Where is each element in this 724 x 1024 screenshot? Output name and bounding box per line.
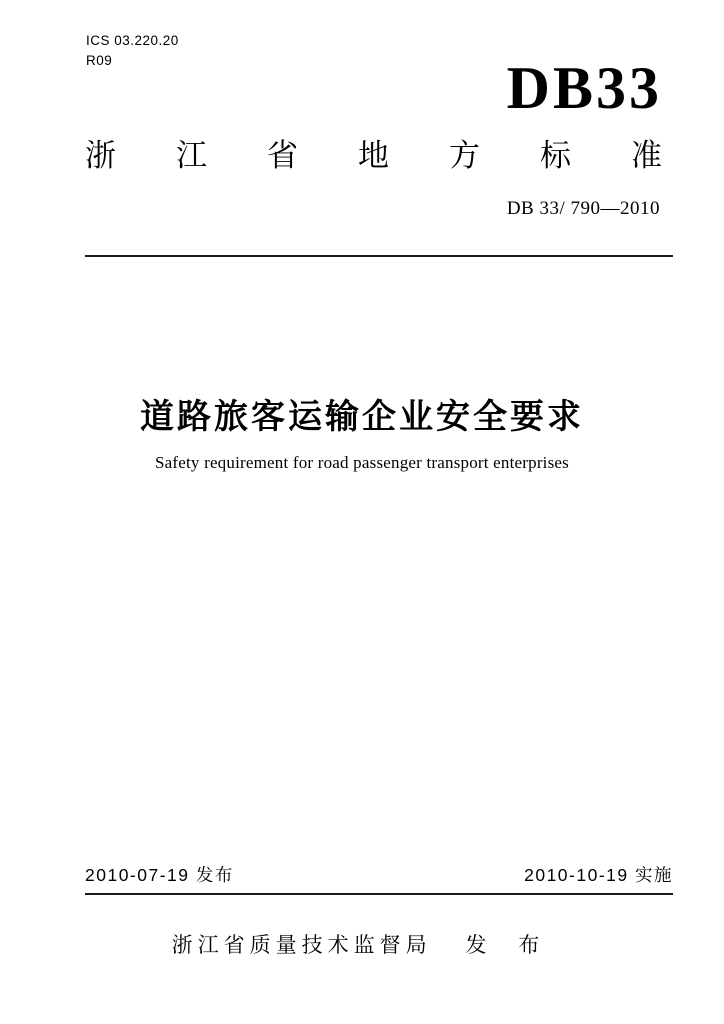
ics-code: ICS 03.220.20 <box>86 33 179 48</box>
date-row <box>85 862 673 895</box>
classification-code: R09 <box>86 53 113 68</box>
publish-label: 发 布 <box>465 934 553 957</box>
standard-type-title: 浙江省地方标准 <box>85 138 722 173</box>
ics-block <box>86 31 179 71</box>
db33-logo: DB33 <box>506 55 662 121</box>
publisher-row <box>0 929 724 959</box>
document-title-chinese: 道路旅客运输企业安全要求 <box>140 398 584 436</box>
document-title-english: Safety requirement for road passenger transport enterprises <box>155 453 569 472</box>
issuing-authority: 浙江省质量技术监督局 <box>171 934 432 957</box>
header-divider-rule <box>85 255 673 257</box>
implementation-date: 2010-10-19 实施 <box>524 865 673 885</box>
standard-number: DB 33/ 790—2010 <box>506 198 660 219</box>
issue-date: 2010-07-19 发布 <box>85 865 234 885</box>
